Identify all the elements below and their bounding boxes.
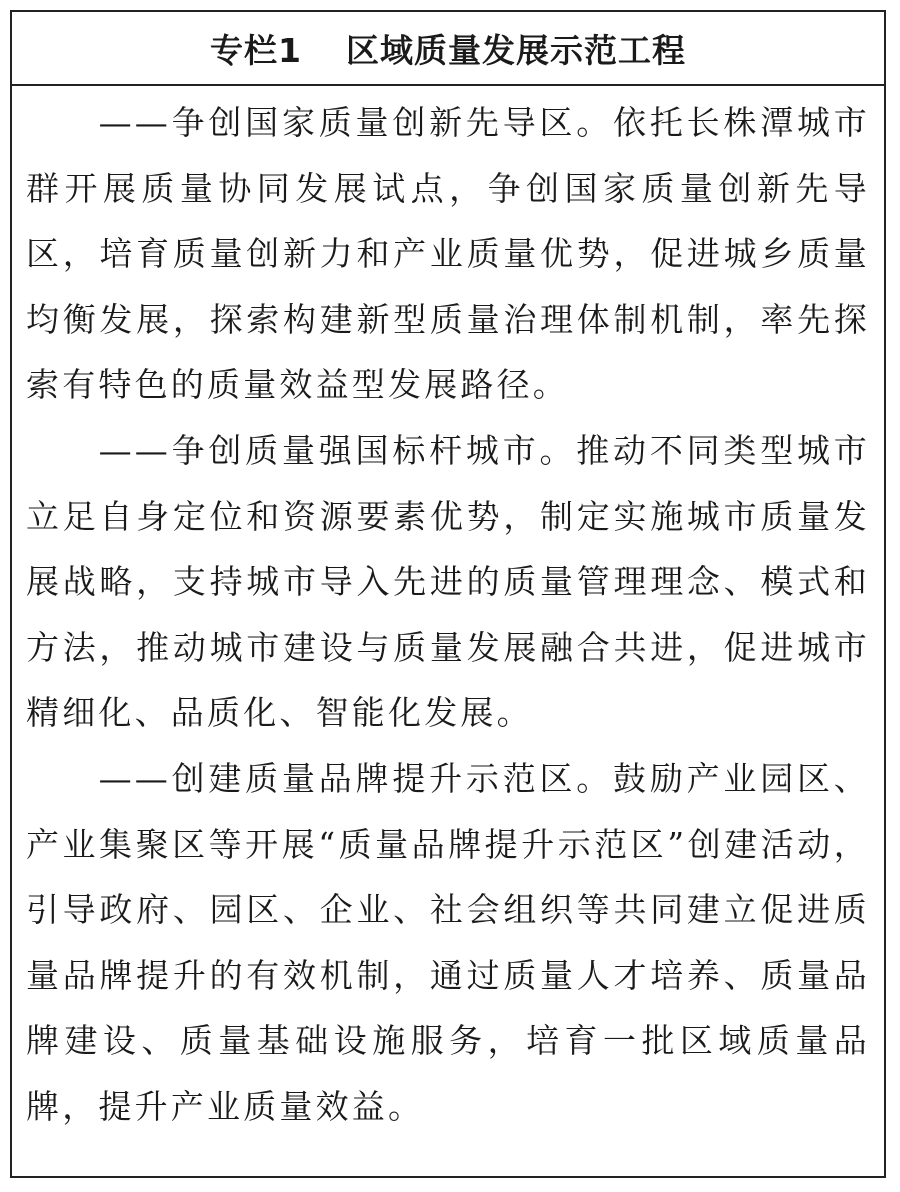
column-number: 专栏1 [210, 30, 302, 70]
paragraph-brand-demonstration-zone: ——创建质量品牌提升示范区。鼓励产业园区、产业集聚区等开展“质量品牌提升示范区”创建活动，引导政府、园区、企业、社会组织等共同建立促进质量品牌提升的有效机制，通过质量人才培养、质量品牌建设、质量基础设施服务，培育一批区域质量品牌，提升产业质量效益。 [26, 758, 870, 1126]
column-body [12, 86, 884, 1140]
paragraph-benchmark-city: ——争创质量强国标杆城市。推动不同类型城市立足自身定位和资源要素优势，制定实施城市质量发展战略，支持城市导入先进的质量管理理念、模式和方法，推动城市建设与质量发展融合共进，促进城市精细化、品质化、智能化发展。 [26, 430, 870, 733]
column-title: 区域质量发展示范工程 [345, 30, 686, 70]
paragraph-quality-innovation-zone: ——争创国家质量创新先导区。依托长株潭城市群开展质量协同发展试点，争创国家质量创新先导区，培育质量创新力和产业质量优势，促进城乡质量均衡发展，探索构建新型质量治理体制机制，率先探索有特色的质量效益型发展路径。 [26, 103, 870, 405]
column-header [12, 12, 884, 86]
column-box [10, 10, 886, 1178]
